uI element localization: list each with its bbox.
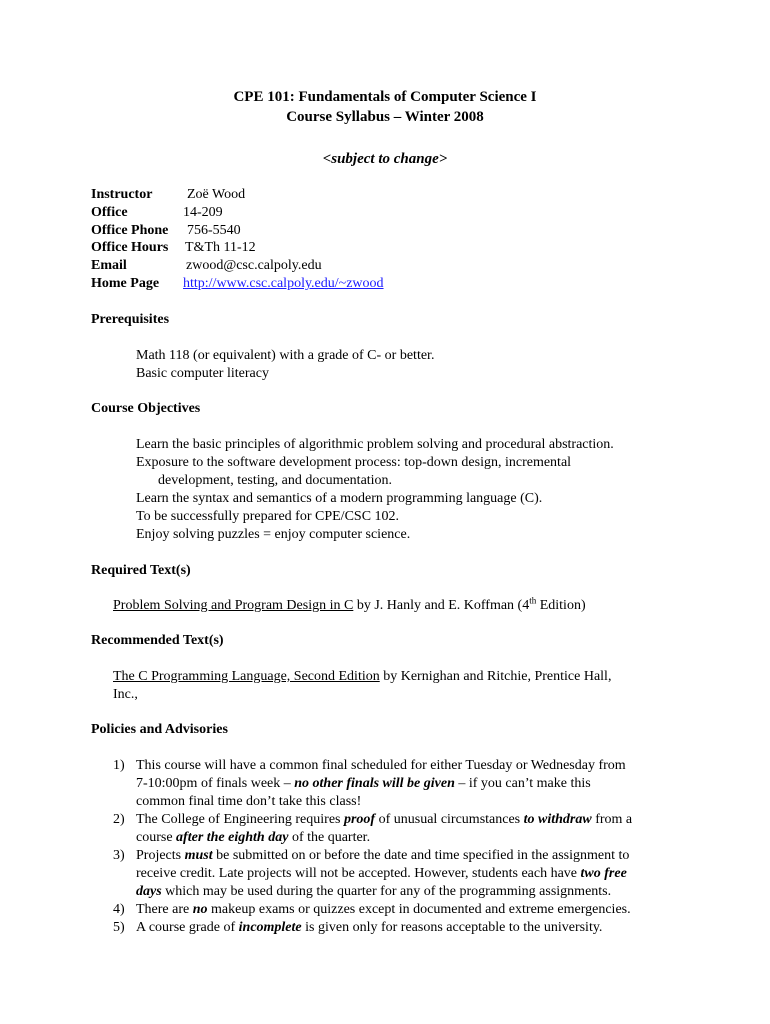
required-book-authors: by J. Hanly and E. Koffman (4 [353, 598, 530, 613]
policies-heading: Policies and Advisories [91, 722, 228, 737]
policy-text: – if you can’t make this [454, 776, 591, 791]
policy-emphasis: two free [580, 866, 627, 881]
policy-emphasis: no other finals will be given [294, 776, 455, 791]
policy-number: 1) [113, 758, 125, 773]
policy-3-line [136, 883, 611, 901]
policy-4-line [136, 901, 631, 919]
recommended-book-authors: by Kernighan and Ritchie, Prentice Hall, [379, 669, 612, 684]
policy-text: of unusual circumstances [375, 812, 524, 827]
homepage-label: Home Page [91, 276, 160, 291]
policy-1-line [136, 775, 591, 793]
policy-number: 3) [113, 848, 125, 863]
policy-text: The College of Engineering requires [136, 812, 344, 827]
policy-emphasis: no [192, 902, 208, 917]
office-label: Office [91, 205, 128, 220]
policy-3-line [136, 847, 629, 865]
objectives-heading: Course Objectives [91, 401, 201, 416]
recommended-book [113, 668, 611, 686]
hours-label: Office Hours [91, 240, 169, 255]
policy-number: 4) [113, 902, 125, 917]
homepage-link[interactable]: http://www.csc.calpoly.edu/~zwood [183, 276, 384, 291]
policy-2-line [136, 811, 632, 829]
document-subtitle: Course Syllabus – Winter 2008 [286, 109, 484, 125]
phone-value: 756-5540 [187, 223, 241, 238]
objective-line: Enjoy solving puzzles = enjoy computer science. [136, 527, 411, 542]
policy-text: which may be used during the quarter for any of the programming assignments. [161, 884, 612, 899]
policy-text: A course grade of [136, 920, 239, 935]
required-book [113, 597, 586, 615]
recommended-book-line2: Inc., [113, 687, 138, 702]
prerequisite-item: Math 118 (or equivalent) with a grade of C- or better. [136, 348, 435, 363]
instructor-label: Instructor [91, 187, 153, 202]
policy-text: be submitted on or before the date and time specified in the assignment to [212, 848, 630, 863]
policy-text: course [136, 830, 177, 845]
policy-emphasis: after the eighth day [176, 830, 289, 845]
phone-label: Office Phone [91, 223, 169, 238]
policy-3-line [136, 865, 627, 883]
policy-text: makeup exams or quizzes except in documented and extreme emergencies. [207, 902, 631, 917]
policy-text: Projects [136, 848, 185, 863]
recommended-book-title: The C Programming Language, Second Edition [113, 669, 380, 684]
policy-2-line [136, 829, 370, 847]
change-notice: <subject to change> [322, 151, 448, 167]
policy-emphasis: to withdraw [523, 812, 592, 827]
objective-line: Exposure to the software development process: top-down design, incremental [136, 455, 572, 470]
prerequisites-heading: Prerequisites [91, 312, 170, 327]
prerequisite-item: Basic computer literacy [136, 366, 269, 381]
policy-text: from a [591, 812, 633, 827]
required-book-title: Problem Solving and Program Design in C [113, 598, 354, 613]
objective-line: development, testing, and documentation. [158, 473, 393, 488]
email-value: zwood@csc.calpoly.edu [186, 258, 322, 273]
policy-number: 5) [113, 920, 125, 935]
policy-text: There are [136, 902, 193, 917]
policy-text: 7-10:00pm of finals week – [136, 776, 295, 791]
recommended-text-heading: Recommended Text(s) [91, 633, 224, 648]
policy-emphasis: days [136, 884, 162, 899]
policy-text: is given only for reasons acceptable to the university. [301, 920, 603, 935]
policy-text: of the quarter. [288, 830, 371, 845]
policy-emphasis: must [184, 848, 213, 863]
email-label: Email [91, 258, 127, 273]
hours-value: T&Th 11-12 [185, 240, 256, 255]
policy-5-line [136, 919, 602, 937]
policy-text: receive credit. Late projects will not be accepted. However, students each have [136, 866, 581, 881]
policy-1-line: This course will have a common final scheduled for either Tuesday or Wednesday from [136, 758, 626, 773]
policy-1-line: common final time don’t take this class! [136, 794, 362, 809]
instructor-value: Zoë Wood [187, 187, 246, 202]
required-text-heading: Required Text(s) [91, 563, 191, 578]
objective-line: Learn the basic principles of algorithmic problem solving and procedural abstraction. [136, 437, 614, 452]
objective-line: To be successfully prepared for CPE/CSC 102. [136, 509, 400, 524]
required-book-edition: Edition) [536, 598, 586, 613]
policy-emphasis: incomplete [238, 920, 302, 935]
policy-number: 2) [113, 812, 125, 827]
office-value: 14-209 [183, 205, 223, 220]
objective-line: Learn the syntax and semantics of a modern programming language (C). [136, 491, 543, 506]
edition-superscript: th [529, 595, 537, 606]
document-title: CPE 101: Fundamentals of Computer Science I [233, 89, 537, 105]
policy-emphasis: proof [343, 812, 376, 827]
